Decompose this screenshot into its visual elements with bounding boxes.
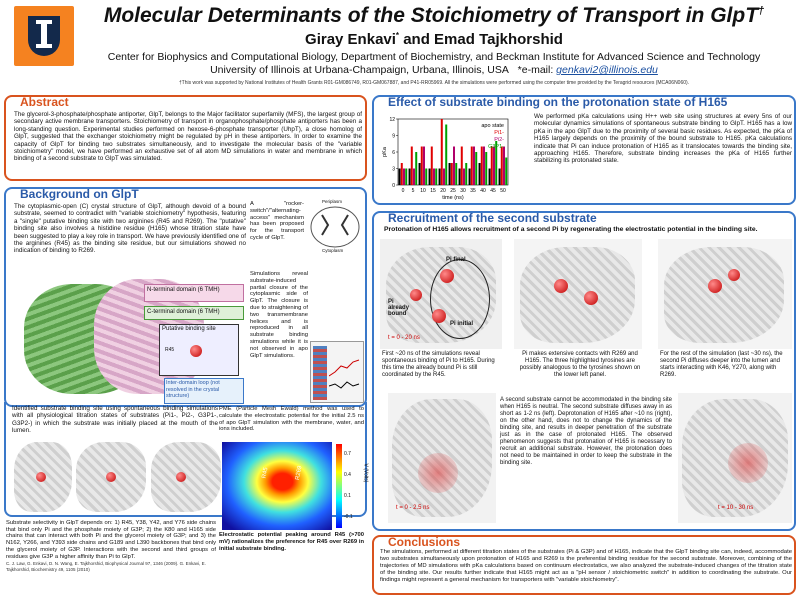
bar-0 — [479, 163, 481, 185]
university-logo — [14, 6, 74, 66]
email-link[interactable]: genkavi2@illinois.edu — [556, 64, 658, 76]
y-tick-label: 6 — [392, 150, 395, 156]
bar-2 — [503, 147, 505, 186]
effect-text: We performed pKa calculations using H++ web site using structures at every 5ns of our molecular dynamics simulations of spontaneous substrate binding to GlpT. H165 has a low pKa in the apo GlpT due to the proximity of several basic residues. As expected, the pKa of H165 largely depends on the proximity of the bound substrate to H165. pKa calculations indicate that Pi can induce protonation of H165 as it translocates towards the binding site, approaching H165. Therefore, substrate binding increases the pKa of H165 further stabilizing its protonated state. — [534, 113, 792, 165]
recruitment-intro: Protonation of H165 allows recruitment of a second Pi by regenerating the electrostatic potential in the binding site. — [384, 226, 758, 233]
x-tick-label: 20 — [440, 188, 446, 194]
references: C. J. Law, G. Enkavi, D. N. Wang, E. Tajkhorshid, Biophysical Journal 97, 1346 (2009). G. Enkavi, E. Tajkhorshid, Biochemistry 49, 1105 (2010) — [6, 561, 206, 572]
bar-3 — [475, 152, 477, 185]
nterm-label: N-terminal domain (6 TMH) — [144, 284, 244, 302]
y-axis-label: pKa — [382, 147, 388, 157]
frame2-caption: Pi makes extensive contacts with R269 and H165. The three highlighted tyrosines are possibly analogous to the tyrosines shown on the lower left panel. — [519, 351, 641, 378]
bar-3 — [485, 152, 487, 185]
frame1-caption: First ~20 ns of the simulations reveal spontaneous binding of Pi to H165. During this time the already bound Pi is still coordinated by the R45. — [382, 351, 495, 378]
bar-2 — [463, 169, 465, 186]
bar-3 — [505, 158, 507, 186]
frame2-image — [514, 239, 642, 349]
bar-3 — [415, 152, 417, 185]
x-tick-label: 30 — [460, 188, 466, 194]
helix-distance-plot — [310, 341, 364, 403]
x-tick-label: 35 — [470, 188, 476, 194]
legend-0: apo state — [481, 123, 504, 129]
bar-1 — [411, 147, 413, 186]
x-tick-label: 5 — [411, 188, 415, 194]
x-tick-label: 10 — [420, 188, 426, 194]
y-tick-label: 0 — [392, 183, 395, 189]
frame3-image — [658, 239, 792, 349]
poster-title: Molecular Determinants of the Stoichiometry of Transport in GlpT† — [103, 4, 765, 27]
bar-0 — [429, 169, 431, 186]
bar-1 — [501, 147, 503, 186]
abstract-heading: Abstract — [16, 95, 73, 109]
deprotonated-h165-image: t = 10 - 30 ns — [678, 393, 792, 523]
pme-text: PME (Particle Mesh Ewald) method was used to calculate the electrostatic potential for the initial 2.5 ns of apo GlpT simulation with the membrane, water, and ions included. — [219, 406, 364, 433]
x-tick-label: 15 — [430, 188, 436, 194]
bar-0 — [399, 169, 401, 186]
frame1-image: Pi final Pi already bound Pi initial t = 0 - 20 ns — [380, 239, 502, 349]
bar-2 — [493, 147, 495, 186]
funding-note: †This work was supported by National Institutes of Health Grants R01-GM086749, R01-GM067887, and P41-RR05969. All the simulations were performed using the computer time provided by the Teragrid resources (MCA06N060). — [178, 80, 690, 86]
x-tick-label: 50 — [500, 188, 506, 194]
x-tick-label: 40 — [480, 188, 486, 194]
electrostatic-map: R45 R269 — [222, 442, 332, 530]
effect-panel — [372, 95, 796, 205]
bar-0 — [459, 169, 461, 186]
bar-0 — [449, 163, 451, 185]
bar-2 — [403, 169, 405, 186]
conclusions-heading: Conclusions — [384, 535, 464, 549]
bar-2 — [453, 147, 455, 186]
x-axis-label: time (ns) — [442, 195, 464, 201]
bar-2 — [413, 169, 415, 186]
rocker-text: A "rocker-switch"/"alternating-access" mechanism has been proposed for the transport cycle of GlpT. — [250, 201, 304, 241]
authors: Giray Enkavi* and Emad Tajkhorshid — [305, 31, 563, 48]
bar-1 — [461, 147, 463, 186]
bar-1 — [431, 147, 433, 186]
bar-3 — [465, 163, 467, 185]
bar-0 — [419, 163, 421, 185]
legend-2: Pi2- — [494, 137, 504, 143]
x-tick-label: 45 — [490, 188, 496, 194]
glpt-structure-image — [14, 274, 246, 406]
bar-1 — [401, 163, 403, 185]
identified-text: Identified substrate binding site using spontaneous binding simulations with all physiological titration states of substrates (Pi1-, Pi2-, G3P1-, G3P2-) in which the substrate was initially placed at the mouth of the lumen. — [12, 405, 218, 435]
y-tick-label: 3 — [392, 166, 395, 173]
bar-0 — [409, 169, 411, 186]
bar-1 — [441, 119, 443, 185]
abstract-panel — [4, 95, 367, 181]
colorbar-ticks: 0.7 0.4 0.1 -0.1 — [344, 451, 353, 520]
binding-site-inset: Putative binding site R45 — [159, 324, 239, 376]
background-text: The cytoplasmic-open (C) crystal structure of GlpT, although devoid of a bound substrate, seemed to contradict with "variable stoichiometry" hypothesis, featuring a "single" putative binding site with two arginines (R45 and R269). The "putative" binding site also involves a histidine residue (H165) whose titration state have been suggested to play a key role in transport. We have previously identified one of the arginines (R45) as the binding site residue, but our simulations showed no indication of binding to R269. — [14, 203, 246, 255]
bar-1 — [451, 163, 453, 185]
bar-2 — [483, 147, 485, 186]
effect-heading: Effect of substrate binding on the protonation state of H165 — [384, 95, 731, 109]
recruitment-heading: Recruitment of the second substrate — [384, 211, 601, 225]
bar-1 — [481, 147, 483, 186]
background-heading: Background on GlpT — [16, 187, 143, 201]
bar-0 — [469, 169, 471, 186]
affiliation: Center for Biophysics and Computational Biology, Department of Biochemistry, and Beckman Institute for Advanced Science and Technology University of Illinois at Urbana-Champaign, Urbana, Illinois, USA *e-mail: genkavi2@illinois.edu — [107, 51, 761, 76]
abstract-text: The glycerol-3-phosphate/phosphate antiporter, GlpT, belongs to the Major facilitator superfamily (MFS), the largest group of secondary active membrane transporters. Stoichiometry of transport in organophosphate/phosphate antiporters has been a long-standing question. Experimental studies performed on hexose-6-phosphate transporter (UhpT), a close homolog of GlpT, suggested that the exchanger stoichiometry might be regulated by pH in these antiporters. In order to examine the capacity of GlpT for binding two substrates simultaneously, and to investigate the molecular basis of the "variable stoichiometry" model, we have performed an exhaustive set of all atom MD simulations in water and membrane in which binding of a second substrate to GlpT was simulated. — [14, 111, 362, 163]
bar-2 — [443, 169, 445, 186]
rocker-switch-diagram: A "rocker-switch"/"alternating-access" mechanism has been proposed for the transport cycle of GlpT. Periplasm Cytoplasm — [250, 201, 364, 253]
selectivity-box — [6, 520, 216, 572]
colorbar-label: V (Volts) — [362, 463, 369, 483]
simulation-text: Simulations reveal substrate-induced partial closure of the cytoplasmic side of GlpT. The closure is due to straightening of two transmembrane helices and is reproduced in all substrate binding simulations while it is not observed in apo GlpT simulations. — [250, 271, 308, 359]
bar-2 — [433, 169, 435, 186]
bar-2 — [423, 147, 425, 186]
bar-2 — [473, 147, 475, 186]
bar-0 — [439, 169, 441, 186]
legend-1: Pi1- — [494, 130, 504, 136]
bar-0 — [489, 169, 491, 186]
loop-label: Inter-domain loop (not resolved in the crystal structure) — [164, 378, 244, 404]
conclusions-panel — [372, 535, 796, 595]
bar-1 — [421, 147, 423, 186]
cycle-diagram — [306, 201, 364, 253]
neutral-h165-image: t = 0 - 2.5 ns — [388, 393, 496, 523]
bar-3 — [435, 169, 437, 186]
legend-3: G3P1- — [488, 144, 504, 150]
x-tick-label: 0 — [401, 188, 405, 194]
pme-caption: Electrostatic potential peaking around R45 (>700 mV) rationalizes the preference for R45 over R269 in initial substrate binding. — [219, 532, 364, 552]
x-tick-label: 25 — [450, 188, 456, 194]
y-tick-label: 9 — [392, 133, 395, 140]
bar-3 — [425, 169, 427, 186]
pka-chart — [380, 113, 530, 205]
bar-0 — [499, 169, 501, 186]
bar-1 — [491, 147, 493, 186]
recruitment-panel — [372, 211, 796, 531]
conclusions-text: The simulations, performed at different titration states of the substrates (Pi & G3P) and of H165, indicate that the GlpT binding site can, indeed, accommodate two substrates simultaneously upon protonation of H165 and R269 is the preferential binding residue for the second substrate. Moreover, combining of the trajectories of MD simulations with pKa calculations based on continuum electrostatics, we also analyzed the substrate-induced changes of the titration state of the binding site. Our results further indicate that H165 might act as a "pH sensor / stoichiometric switch" in addition to coordinating the substrate. Our findings might represent a general mechanism for transporters with "variable stoichiometry". — [380, 549, 792, 583]
colorbar — [336, 444, 342, 528]
frame3-caption: For the rest of the simulation (last ~30 ns), the second Pi diffuses deeper into the lumen and starts interacting with K46, Y270, along with R269. — [660, 351, 783, 378]
bar-3 — [405, 169, 407, 186]
bar-3 — [455, 163, 457, 185]
selectivity-text: Substrate selectivity in GlpT depends on: 1) R45, Y38, Y42, and Y76 side chains that bind only Pi and the phosphate moiety of G3P; 2) the K80 and H165 side chains that can interact with both Pi and the glycerol moiety of G3P; and 3) the N162, Y266, and Y393 side chains and G189 and L390 backbones that bind only the glycerol moiety of G3P. Interactions with the second and third groups of residues give G3P a higher affinity than Pi to GlpT. — [6, 520, 216, 560]
background-panel — [4, 187, 367, 407]
bar-1 — [471, 147, 473, 186]
side-text: A second substrate cannot be accommodated in the binding site when H165 is neutral. The second substrate diffuses away in as short as 1-2 ns (left). Deprotonation of H165 after ~10 ns (right), on the other hand, does not to change the dynamics of the binding site, and results in deeper penetration of the substrate just as in the case of protonated H165. The observed phenomenon suggests that protonation of H165 is necessary to recruit an additional substrate. However, the protonation does not need to be maintained in order to keep the substrate in the binding site. — [500, 397, 672, 466]
bar-3 — [445, 125, 447, 186]
cterm-label: C-terminal domain (6 TMH) — [144, 306, 244, 320]
y-tick-label: 12 — [389, 117, 395, 123]
